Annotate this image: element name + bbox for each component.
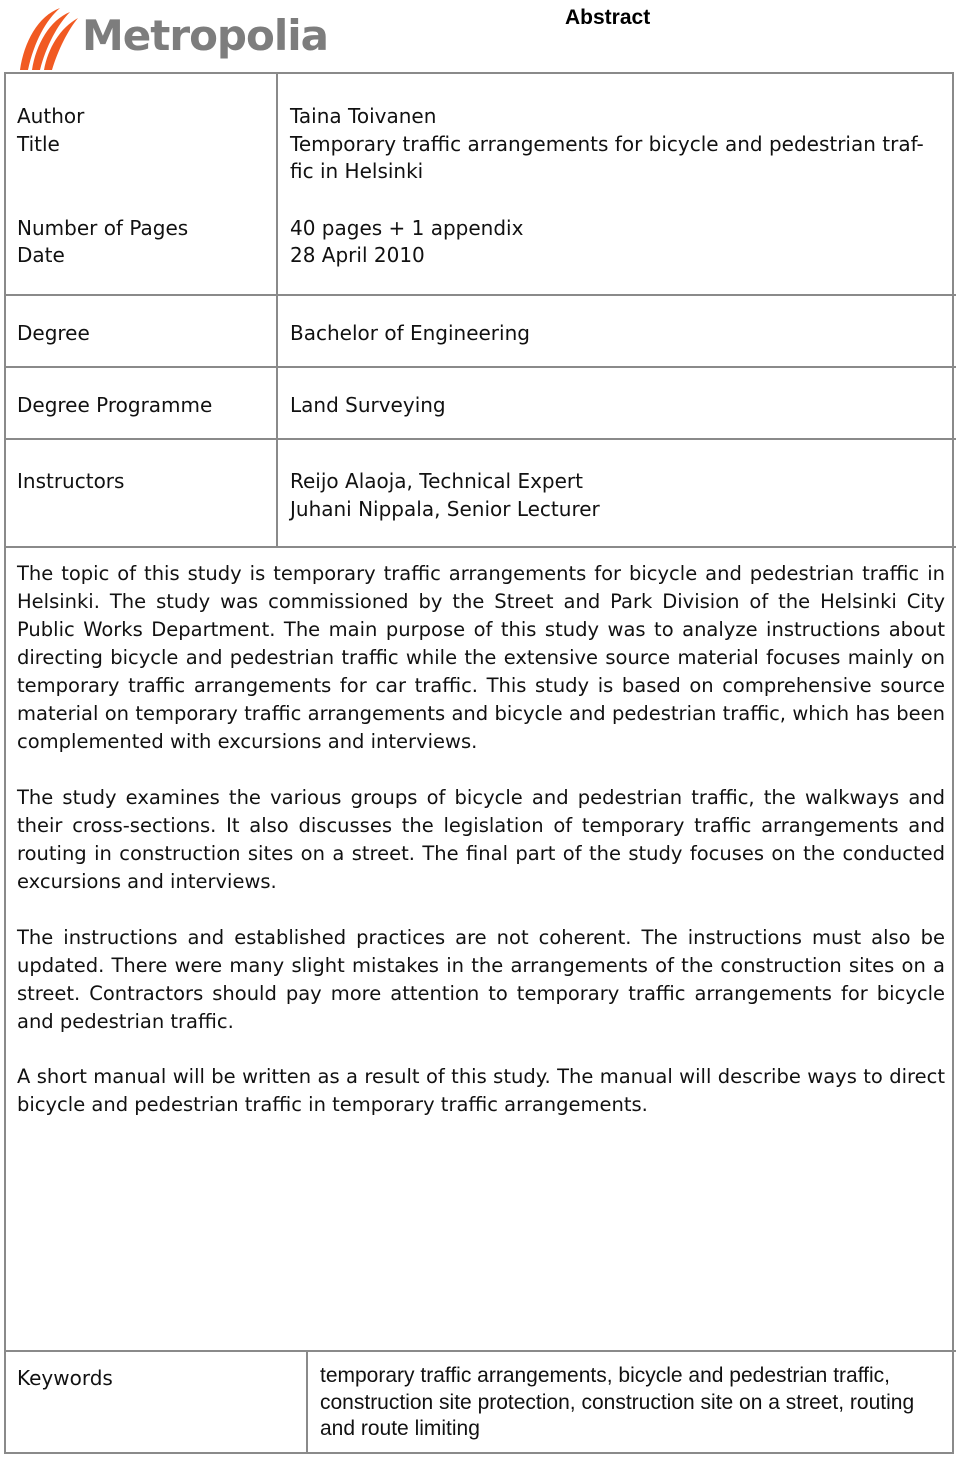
abstract-paragraph: The topic of this study is temporary traffic arrangements for bicycle and pedestrian traffic in Helsinki. The study was commissioned by the Street and Park Division of the Helsinki City Public Works Department. The main purpose of this study was to analyze instructions about directing bicycle and pedestrian traffic while the extensive source material focuses mainly on temporary traffic arrangements for car traffic. This study is based on comprehensive source material on temporary traffic arrangements and bicycle and pedestrian traffic, which has been complemented with excursions and interviews.	[17, 562, 945, 753]
programme-value: Land Surveying	[290, 393, 446, 417]
pages-label: Number of Pages	[17, 216, 189, 240]
divider	[4, 1350, 956, 1352]
divider	[4, 366, 956, 368]
divider	[4, 546, 956, 548]
abstract-paragraph: A short manual will be written as a result of this study. The manual will describe ways to direct bicycle and pedestrian traffic in temporary traffic arrangements.	[17, 1065, 945, 1116]
degree-label: Degree	[17, 321, 90, 345]
column-divider	[276, 72, 278, 548]
title-label: Title	[17, 132, 60, 156]
author-value: Taina Toivanen	[290, 104, 437, 128]
keywords-label: Keywords	[17, 1366, 113, 1390]
degree-value: Bachelor of Engineering	[290, 321, 530, 345]
author-label: Author	[17, 104, 85, 128]
keywords-value: temporary traffic arrangements, bicycle and pedestrian traffic, construction site protection, construction site on a street, routing and route limiting	[320, 1364, 915, 1440]
title-value-line2: fic in Helsinki	[290, 159, 424, 183]
abstract-form-frame	[4, 72, 954, 1454]
instructor-2: Juhani Nippala, Senior Lecturer	[290, 497, 600, 521]
abstract-paragraph: The instructions and established practices are not coherent. The instructions must also be updated. There were many slight mistakes in the arrangements of the construction sites on a street. Contractors should pay more attention to temporary traffic arrangements for bicycle and pedestrian traffic.	[17, 926, 945, 1033]
page-header	[0, 0, 960, 72]
metropolia-logo	[12, 2, 328, 72]
abstract-heading: Abstract	[565, 6, 651, 29]
metropolia-swoosh-icon	[12, 2, 84, 72]
column-divider	[306, 1350, 308, 1454]
date-label: Date	[17, 243, 65, 267]
pages-value: 40 pages + 1 appendix	[290, 216, 524, 240]
title-value-line1: Temporary traffic arrangements for bicycle and pedestrian traf-	[290, 132, 924, 156]
programme-label: Degree Programme	[17, 393, 213, 417]
divider	[4, 294, 956, 296]
logo-wordmark: Metropolia	[82, 11, 328, 60]
divider	[4, 438, 956, 440]
instructor-1: Reijo Alaoja, Technical Expert	[290, 469, 583, 493]
instructors-label: Instructors	[17, 469, 125, 493]
date-value: 28 April 2010	[290, 243, 425, 267]
abstract-paragraph: The study examines the various groups of bicycle and pedestrian traffic, the walkways and their cross-sections. It also discusses the legislation of temporary traffic arrangements and routing in construction sites on a street. The final part of the study focuses on the conducted excursions and interviews.	[17, 786, 945, 893]
